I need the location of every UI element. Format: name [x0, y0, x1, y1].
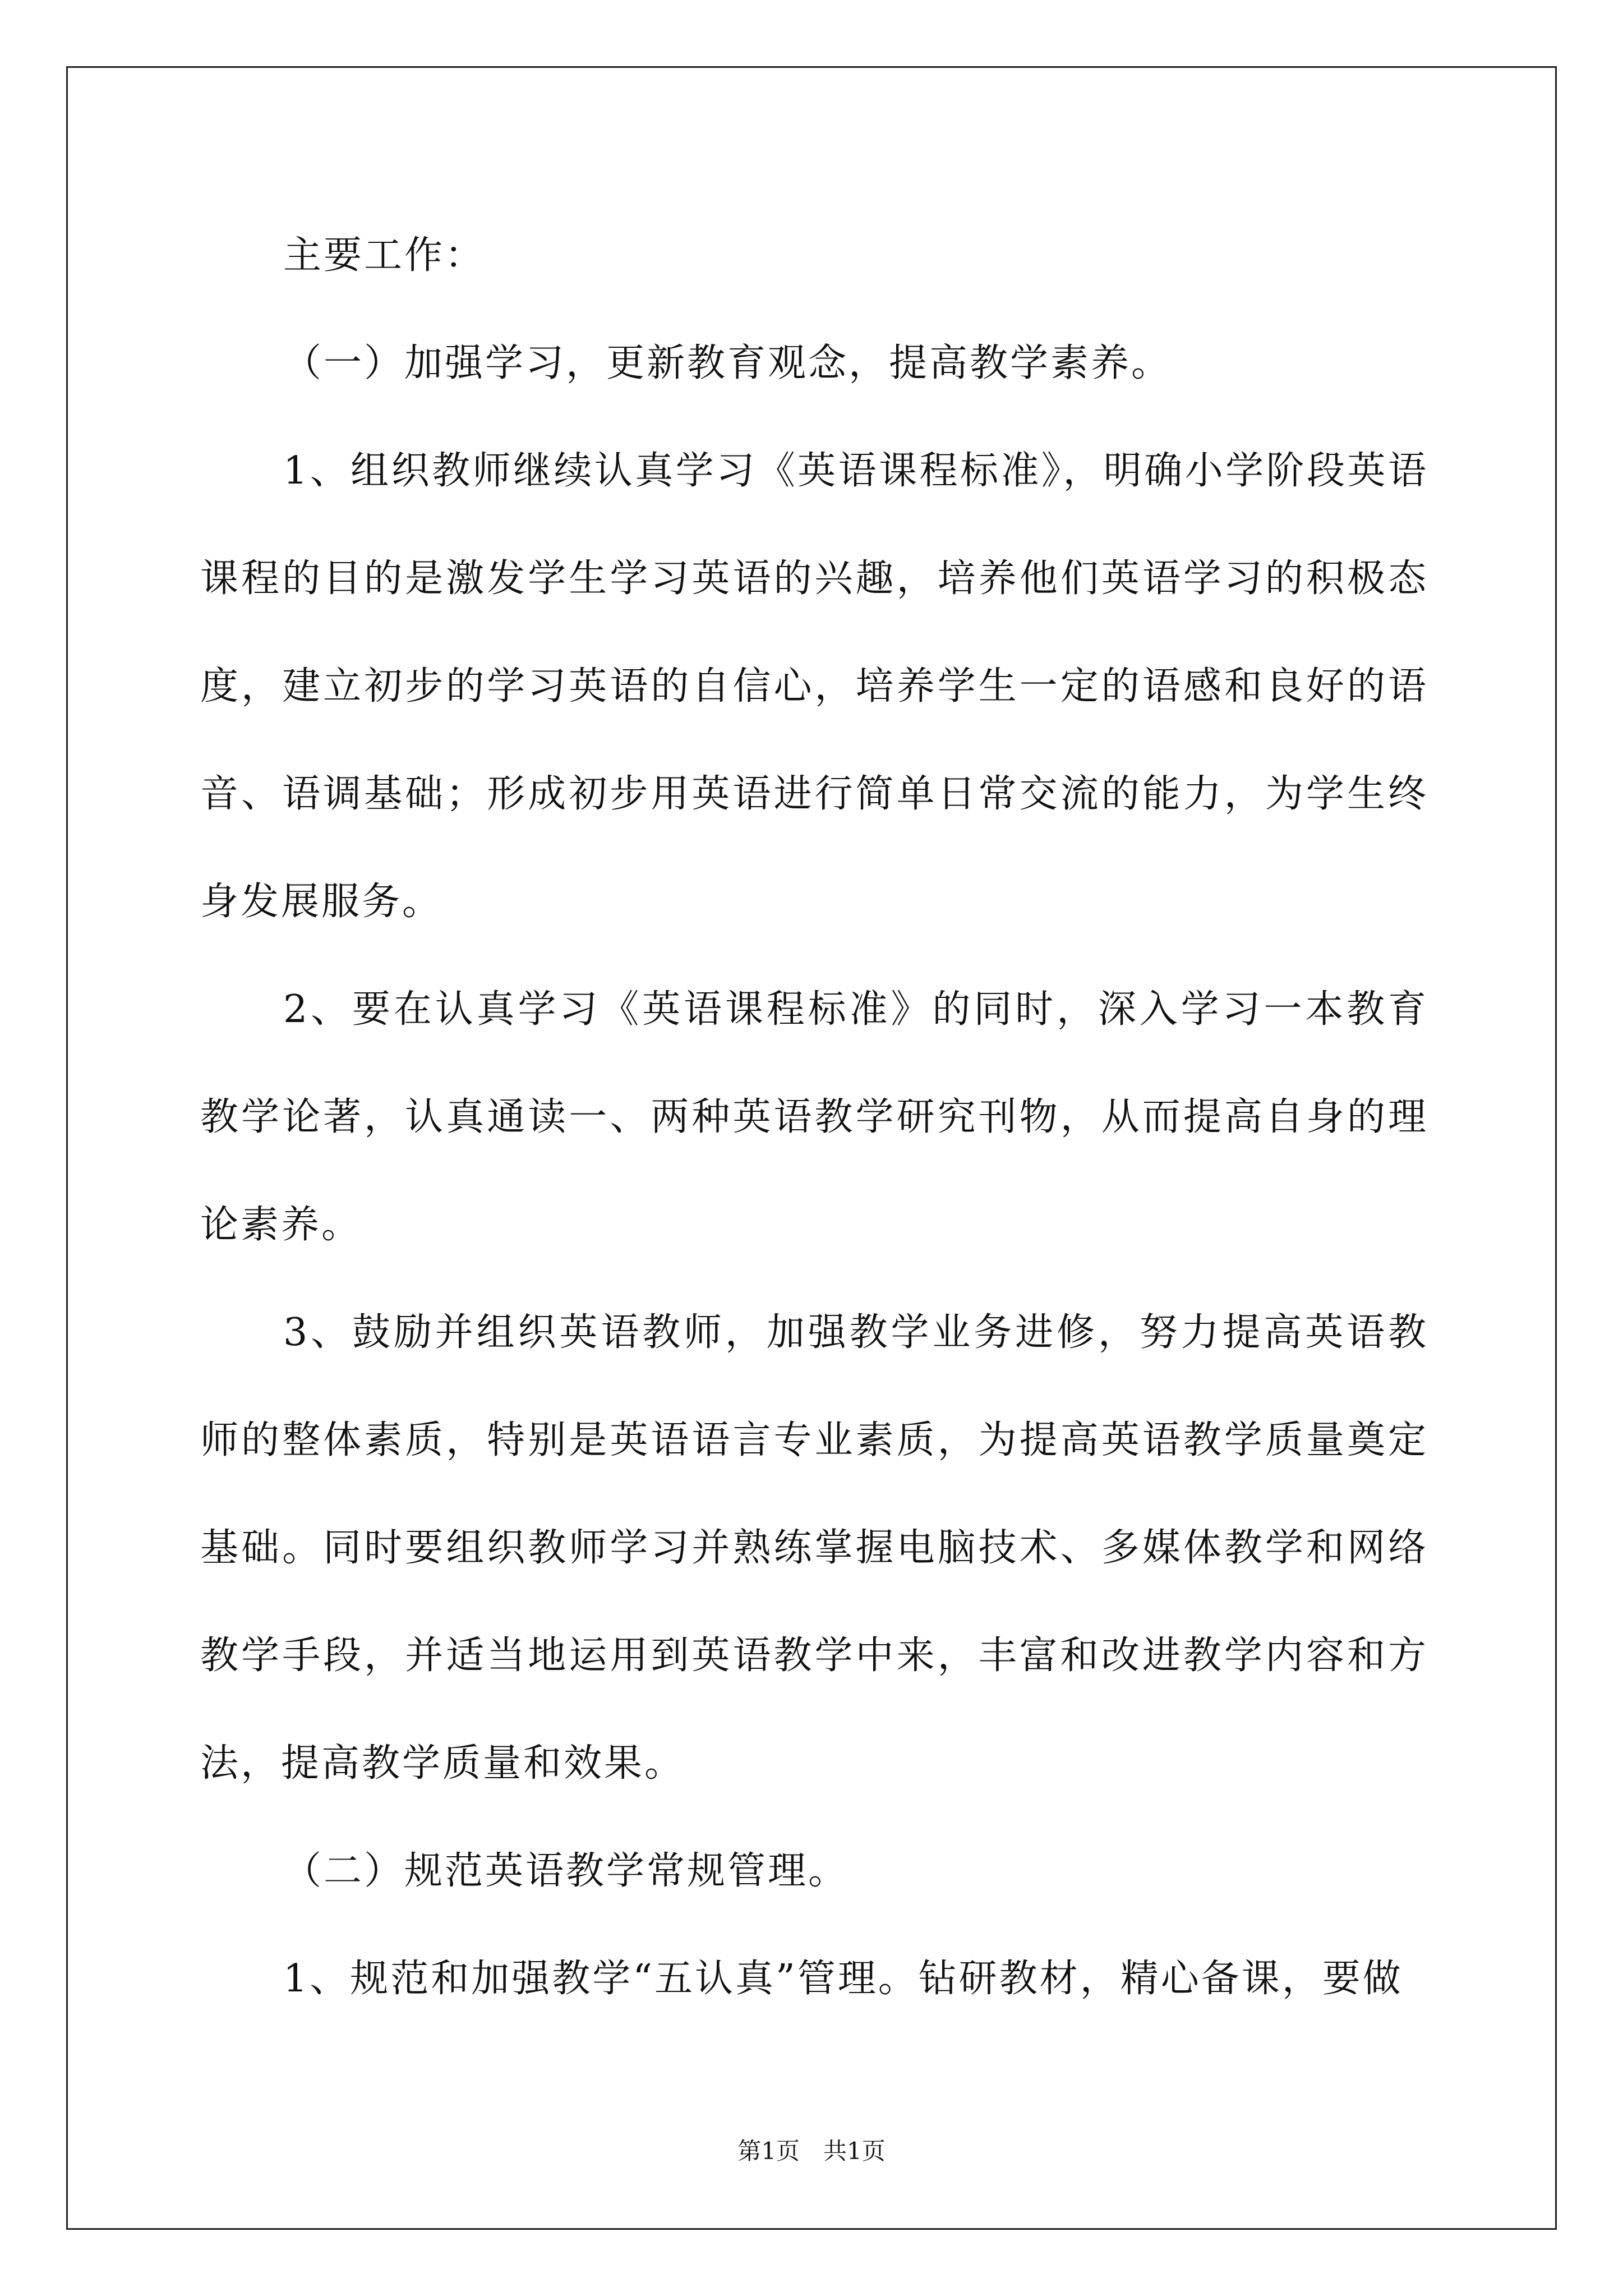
- paragraph-1-1: 1、组织教师继续认真学习《英语课程标准》，明确小学阶段英语课程的目的是激发学生学习英语的兴趣，培养他们英语学习的积极态度，建立初步的学习英语的自信心，培养学生一定的语感和良好的语音、语调基础；形成初步用英语进行简单日常交流的能力，为学生终身发展服务。: [200, 449, 1428, 924]
- paragraph-1-3: 3、鼓励并组织英语教师，加强教学业务进修，努力提高英语教师的整体素质，特别是英语语言专业素质，为提高英语教学质量奠定基础。同时要组织教师学习并熟练掌握电脑技术、多媒体教学和网络教学手段，并适当地运用到英语教学中来，丰富和改进教学内容和方法，提高教学质量和效果。: [200, 1310, 1428, 1786]
- section-heading-2: （二）规范英语教学常规管理。: [283, 1849, 849, 1893]
- heading-main-work: 主要工作：: [283, 233, 486, 278]
- section-heading-1: （一）加强学习，更新教育观念，提高教学素养。: [283, 341, 1172, 385]
- document-body: [200, 202, 1428, 2033]
- page-number-footer: 第1页 共1页: [737, 2137, 886, 2165]
- paragraph-1-2: 2、要在认真学习《英语课程标准》的同时，深入学习一本教育教学论著，认真通读一、两种英语教学研究刊物，从而提高自身的理论素养。: [200, 987, 1428, 1247]
- paragraph-2-1: 1、规范和加强教学“五认真”管理。钻研教材，精心备课，要做: [283, 1957, 1403, 2001]
